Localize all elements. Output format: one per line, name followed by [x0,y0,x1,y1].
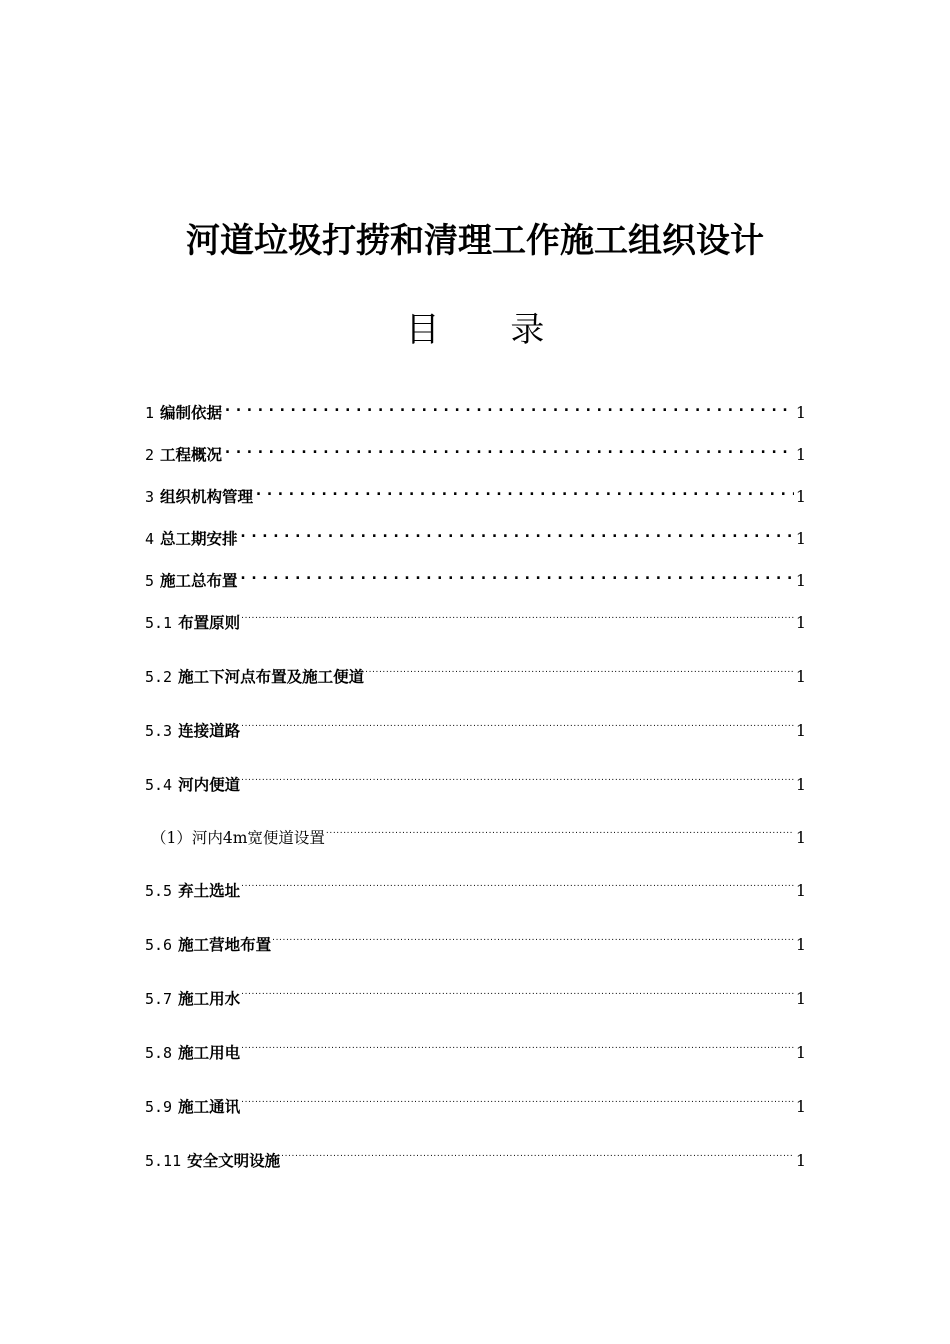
toc-entry-number: 5.9 [145,1098,173,1116]
toc-entry-page: 1 [795,403,806,422]
toc-entry-number: 5.11 [145,1152,182,1170]
toc-entry-page: 1 [795,613,806,632]
toc-entry-number: 5.1 [145,614,173,632]
toc-entry[interactable] [145,876,806,900]
toc-entry-number: 5.7 [145,990,173,1008]
toc-entry-title: 河内便道 [178,776,241,794]
toc-entry-title: 安全文明设施 [187,1152,281,1170]
toc-entry[interactable] [145,984,806,1008]
toc-entry-page: 1 [795,828,806,847]
toc-entry[interactable] [145,1038,806,1062]
toc-dot-leader [365,662,794,682]
toc-entry-page: 1 [795,1043,806,1062]
toc-entry-title: （1）河内4m宽便道设置 [151,829,325,847]
toc-entry[interactable] [145,770,806,794]
toc-dot-leader [241,984,794,1004]
toc-dot-leader [241,770,794,790]
toc-entry[interactable] [145,440,806,464]
toc-entry[interactable] [145,1146,806,1170]
toc-entry[interactable] [145,716,806,740]
toc-dot-leader [241,876,794,896]
toc-entry-number: 5.2 [145,668,173,686]
toc-entry-title: 编制依据 [160,404,223,422]
toc-dot-leader [254,482,794,502]
toc-entry-page: 1 [795,445,806,464]
toc-entry-page: 1 [795,935,806,954]
toc-dot-leader [241,716,794,736]
toc-entry-title: 施工营地布置 [178,936,272,954]
toc-dot-leader [223,398,794,418]
toc-dot-leader [326,823,794,843]
toc-entry-page: 1 [795,667,806,686]
toc-entry-title: 施工总布置 [160,572,238,590]
toc-entry-page: 1 [795,1097,806,1116]
toc-entry-page: 1 [795,989,806,1008]
toc-entry-title: 施工用水 [178,990,241,1008]
toc-entry-title: 布置原则 [178,614,241,632]
toc-entry[interactable] [145,608,806,632]
toc-dot-leader [281,1146,794,1166]
toc-dot-leader [241,1038,794,1058]
toc-entry-title: 组织机构管理 [160,488,254,506]
toc-entry-title: 弃土选址 [178,882,241,900]
toc-entry[interactable] [145,524,806,548]
toc-entry[interactable] [145,930,806,954]
toc-entry-number: 5.3 [145,722,173,740]
toc-dot-leader [239,524,794,544]
toc-entry[interactable] [145,398,806,422]
toc-dot-leader [223,440,794,460]
toc-dot-leader [241,1092,794,1112]
toc-entry-number: 1 [145,404,155,422]
toc-entry-page: 1 [795,529,806,548]
toc-heading: 目 录 [405,310,575,350]
toc-dot-leader [272,930,794,950]
toc-entry[interactable] [145,823,806,847]
toc-entry-title: 连接道路 [178,722,241,740]
toc-entry-title: 施工用电 [178,1044,241,1062]
toc-entry[interactable] [145,662,806,686]
toc-entry-number: 5.5 [145,882,173,900]
toc-entry-number: 3 [145,488,155,506]
table-of-contents [145,0,806,1344]
toc-entry-number: 5.4 [145,776,173,794]
toc-entry-number: 2 [145,446,155,464]
toc-entry-page: 1 [795,881,806,900]
toc-entry-page: 1 [795,1151,806,1170]
toc-entry[interactable] [145,1092,806,1116]
toc-entry[interactable] [145,566,806,590]
toc-entry[interactable] [145,482,806,506]
toc-entry-page: 1 [795,775,806,794]
toc-entry-title: 施工通讯 [178,1098,241,1116]
toc-entry-number: 5.8 [145,1044,173,1062]
toc-entry-title: 总工期安排 [160,530,238,548]
toc-entry-number: 5 [145,572,155,590]
toc-dot-leader [239,566,794,586]
toc-entry-number: 4 [145,530,155,548]
toc-entry-title: 工程概况 [160,446,223,464]
toc-entry-page: 1 [795,721,806,740]
toc-entry-page: 1 [795,571,806,590]
document-title: 河道垃圾打捞和清理工作施工组织设计 [186,221,764,261]
toc-entry-page: 1 [795,487,806,506]
toc-entry-title: 施工下河点布置及施工便道 [178,668,365,686]
toc-dot-leader [241,608,794,628]
toc-entry-number: 5.6 [145,936,173,954]
